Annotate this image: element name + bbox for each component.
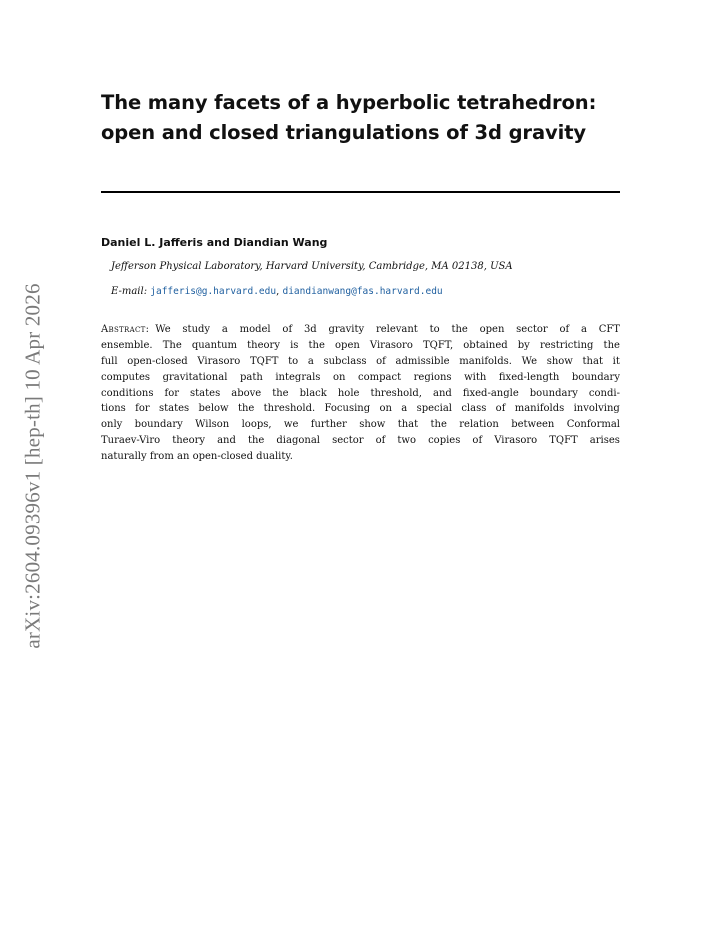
paper-title <box>101 88 641 148</box>
abstract-line-text: We study a model of 3d gravity relevant to the open sector of a CFT <box>155 324 620 335</box>
abstract-line: tions for states below the threshold. Focusing on a special class of manifolds involving <box>101 403 620 415</box>
email-link-wang[interactable]: diandianwang@fas.harvard.edu <box>282 286 443 297</box>
arxiv-identifier-stamp: arXiv:2604.09396v1 [hep-th] 10 Apr 2026 <box>20 283 45 649</box>
abstract-line: ensemble. The quantum theory is the open Virasoro TQFT, obtained by restricting the <box>101 339 620 351</box>
email-separator: , <box>276 286 280 297</box>
email-line <box>111 286 443 297</box>
affiliation: Jefferson Physical Laboratory, Harvard University, Cambridge, MA 02138, USA <box>111 261 513 272</box>
abstract-line: only boundary Wilson loops, we further show that the relation between Conformal <box>101 419 620 431</box>
email-link-jafferis[interactable]: jafferis@g.harvard.edu <box>150 286 277 297</box>
email-label: E-mail: <box>111 286 148 297</box>
author-list: Daniel L. Jafferis and Diandian Wang <box>101 236 328 249</box>
abstract-line: naturally from an open-closed duality. <box>101 451 293 463</box>
abstract-line <box>101 322 620 338</box>
abstract-line: computes gravitational path integrals on compact regions with fixed-length boundary <box>101 371 620 383</box>
title-line-1: The many facets of a hyperbolic tetrahedron: <box>101 91 597 114</box>
abstract-line: conditions for states above the black hole threshold, and fixed-angle boundary condi- <box>101 387 620 399</box>
title-line-2: open and closed triangulations of 3d gravity <box>101 121 587 144</box>
abstract-line: Turaev-Viro theory and the diagonal sector of two copies of Virasoro TQFT arises <box>101 435 620 447</box>
abstract <box>101 322 620 465</box>
abstract-line: full open-closed Virasoro TQFT to a subclass of admissible manifolds. We show that it <box>101 355 620 367</box>
title-divider <box>101 191 620 193</box>
abstract-label: Abstract: <box>101 324 150 335</box>
